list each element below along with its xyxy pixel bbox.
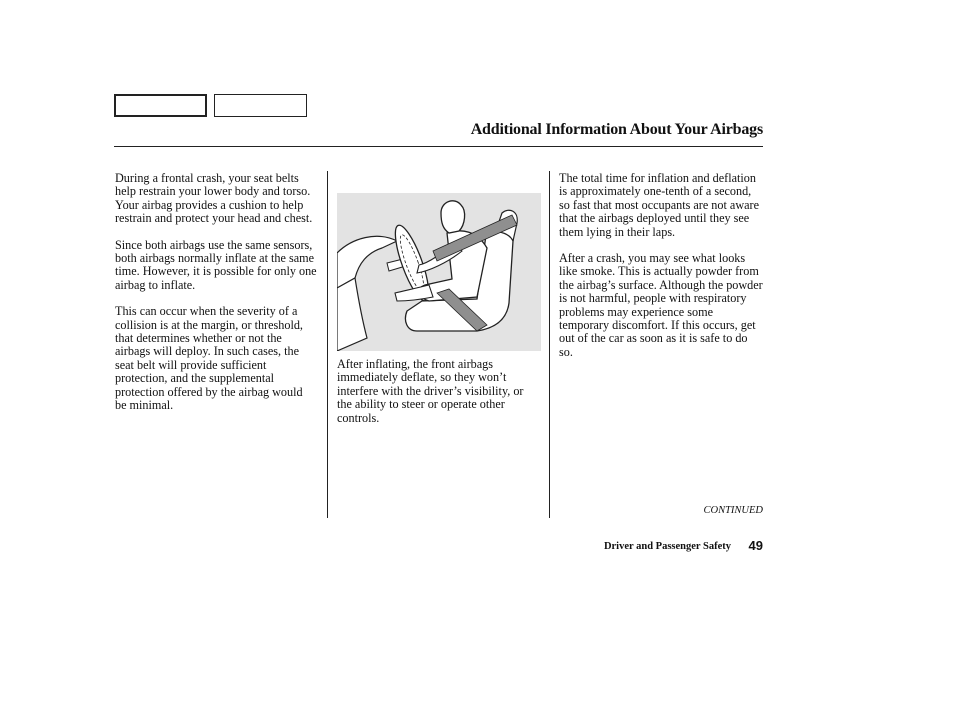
page-title: Additional Information About Your Airbags [470,121,763,138]
paragraph: Since both airbags use the same sensors, both airbags normally inflate at the same time. However, it is possible for only one airbag to inflate. [115,237,317,292]
left-column [115,172,317,426]
paragraph: After inflating, the front airbags immediately deflate, so they won’t interfere with the driver’s visibility, or the ability to steer or operate other controls. [337,357,524,425]
column-divider-left [327,171,328,518]
column-divider-right [549,171,550,518]
right-column [559,172,763,372]
title-underline [114,146,763,147]
footer-section-title: Driver and Passenger Safety [603,541,731,552]
middle-column [337,358,537,438]
paragraph: This can occur when the severity of a collision is at the margin, or threshold, that determines whether or not the airbags will deploy. In such cases, the seat belt will provide sufficient protection, and the supplemental protection offered by the airbag would be minimal. [115,304,303,413]
paragraph: During a frontal crash, your seat belts help restrain your lower body and torso. Your airbag provides a cushion to help restrain and protect your head and chest. [115,171,313,226]
nav-tab-section-index[interactable] [214,94,307,117]
deflating-airbag-driver-icon [337,193,541,351]
page-number: 49 [748,538,763,553]
paragraph: The total time for inflation and deflation is approximately one-tenth of a second, so fast that most occupants are not aware that the airbags deployed until they see them lying in their laps. [559,171,760,239]
paragraph: After a crash, you may see what looks like smoke. This is actually powder from the airbag’s surface. Although the powder is not harmful, people with respiratory problems may experience some temporary discomfort. If this occurs, get out of the car as soon as it is safe to do so. [559,251,763,359]
nav-tab-main-menu[interactable] [114,94,207,117]
continued-label: CONTINUED [703,505,763,516]
airbag-illustration [337,193,541,351]
